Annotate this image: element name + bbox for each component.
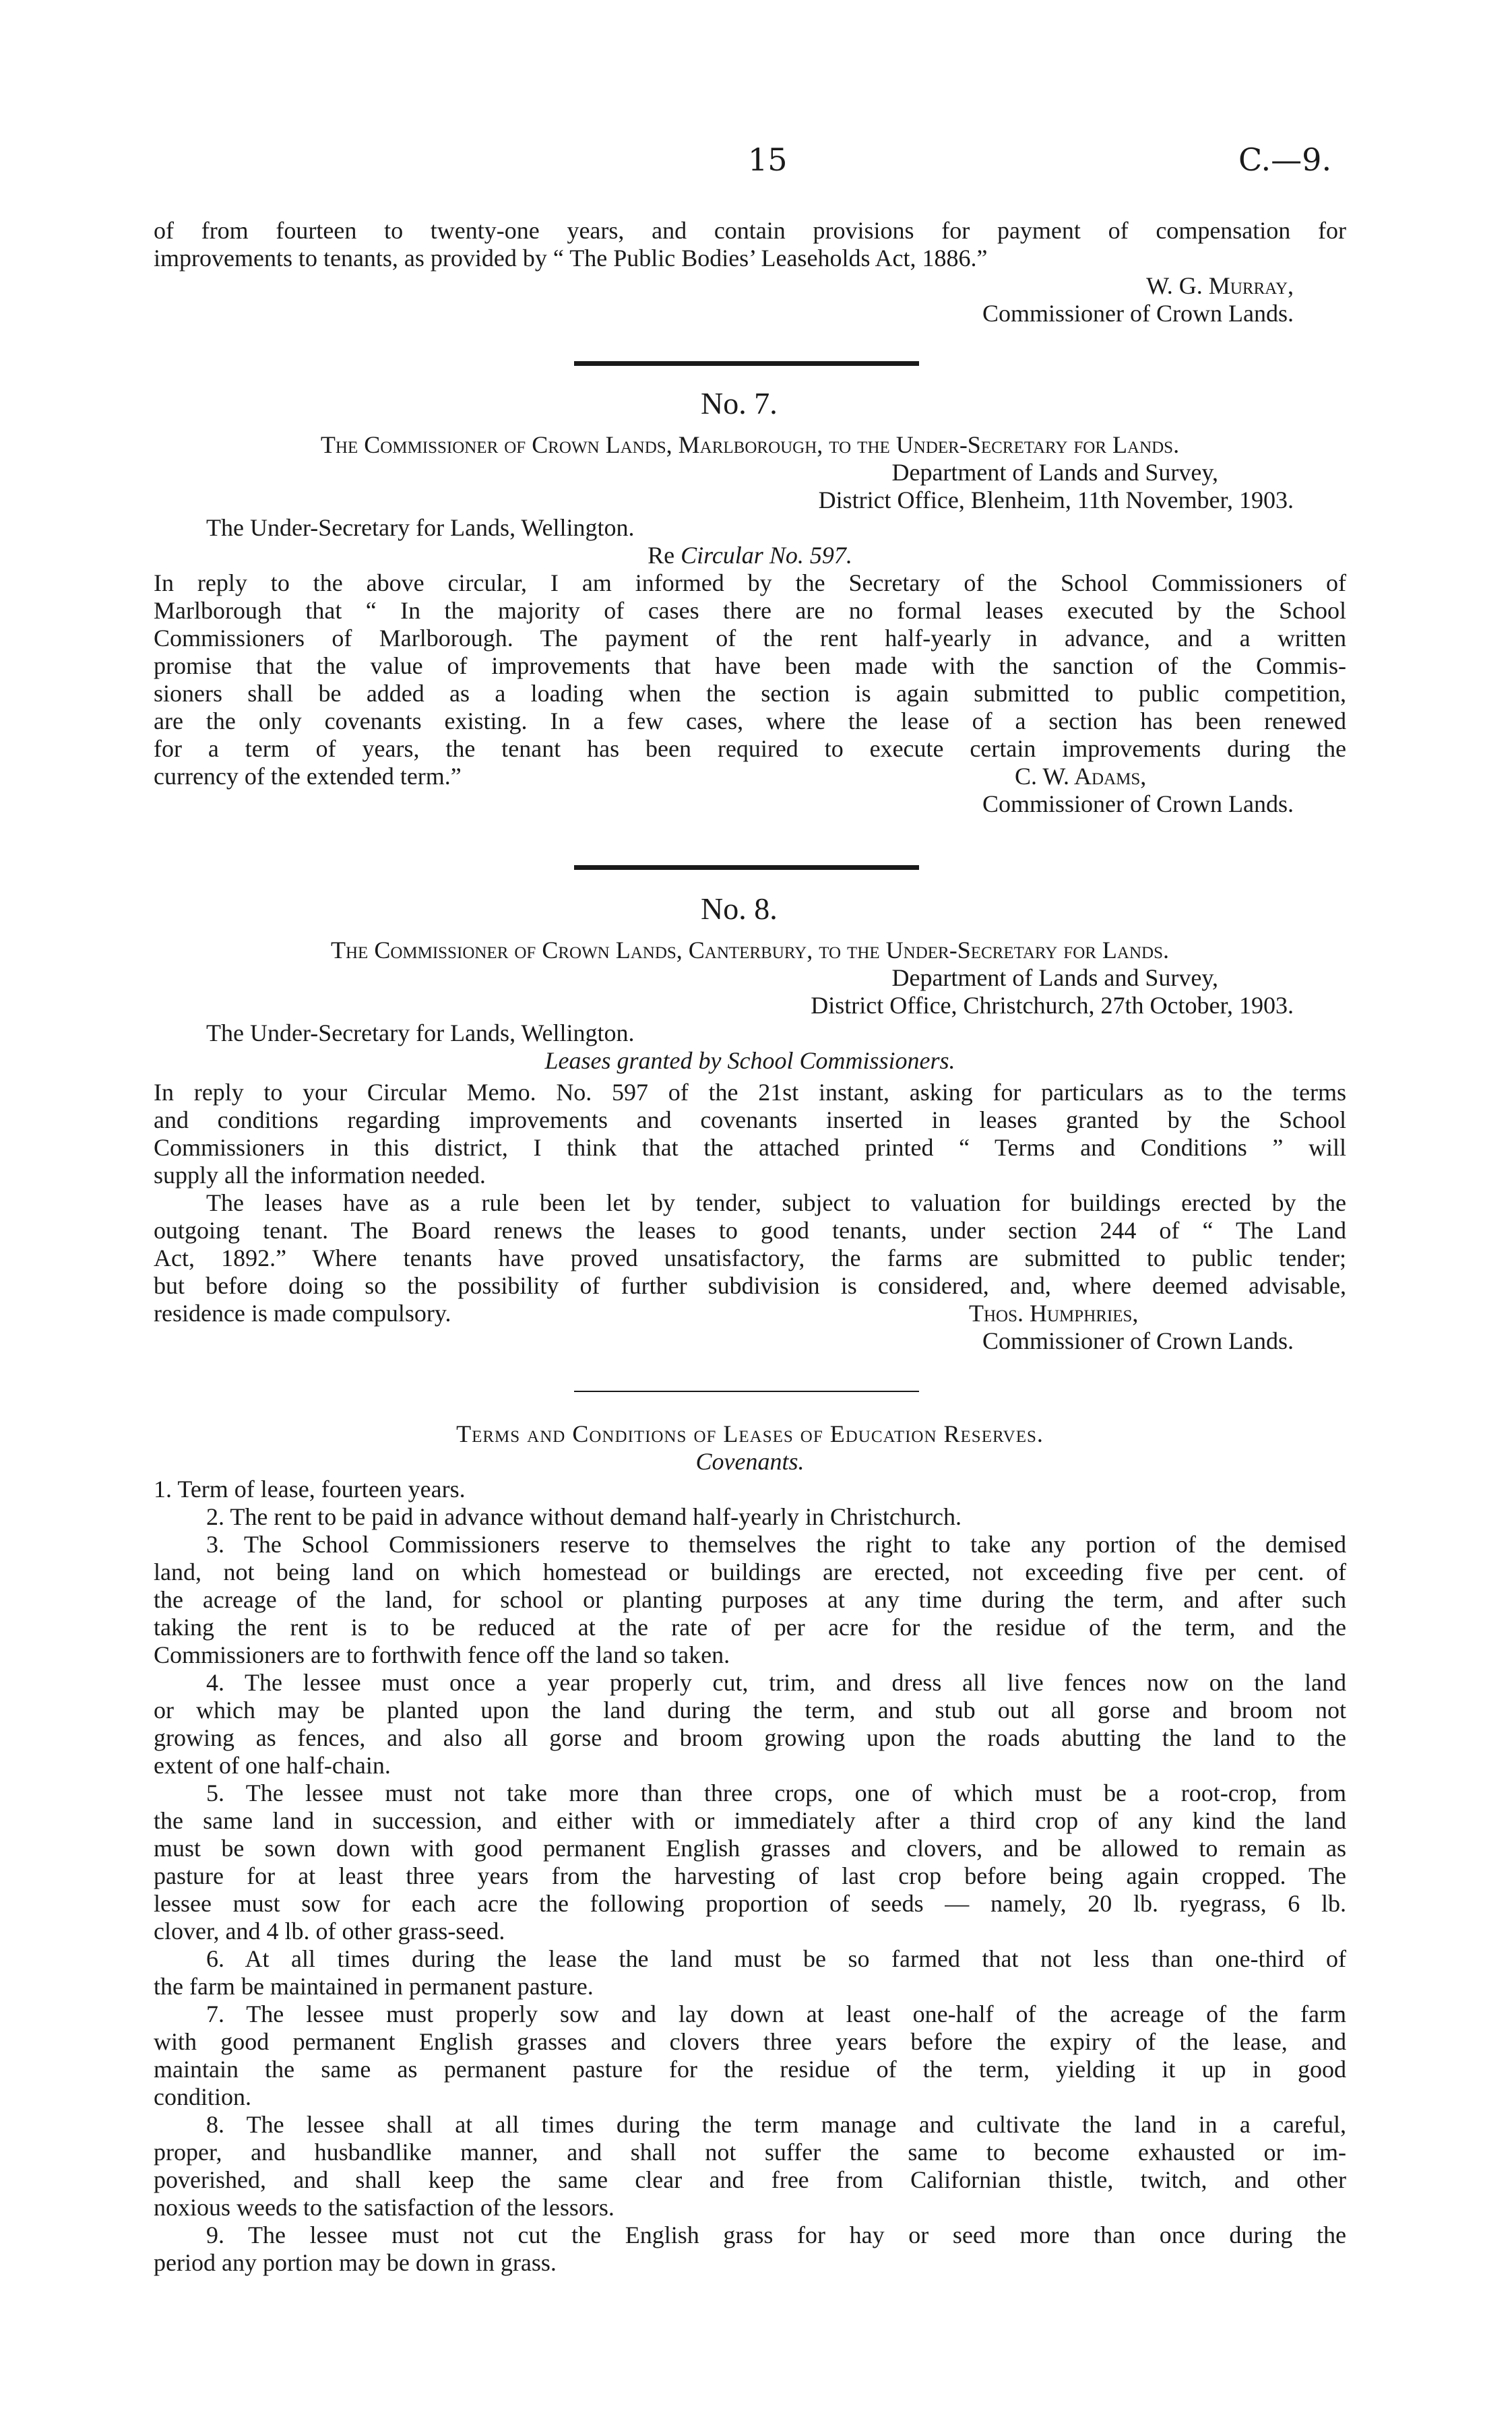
covenant-line: the acreage of the land, for school or planting purposes at any time during the term, and after such xyxy=(154,1586,1346,1613)
covenant-line: land, not being land on which homestead or buildings are erected, not exceeding five per cent. of xyxy=(154,1558,1346,1585)
covenant-line: clover, and 4 lb. of other grass-seed. xyxy=(154,1918,505,1945)
covenant-line: 3. The School Commissioners reserve to themselves the right to take any portion of the demised xyxy=(206,1531,1346,1558)
letter-department: Department of Lands and Survey, xyxy=(891,964,1218,991)
covenant-item xyxy=(154,1669,1346,1779)
letter-recipient: The Under-Secretary for Lands, Wellington. xyxy=(206,1019,635,1046)
covenant-line: noxious weeds to the satisfaction of the lessors. xyxy=(154,2194,615,2221)
terms-subheading: Covenants. xyxy=(695,1448,805,1475)
covenant-line: 7. The lessee must properly sow and lay down at least one-half of the acreage of the farm xyxy=(206,2000,1346,2027)
section-divider xyxy=(574,361,919,366)
covenant-line: poverished, and shall keep the same clear and free from Californian thistle, twitch, and other xyxy=(154,2166,1346,2193)
covenant-item xyxy=(154,1945,1346,2000)
section-divider xyxy=(574,865,919,870)
body-line: supply all the information needed. xyxy=(154,1162,486,1189)
signatory-title: Commissioner of Crown Lands. xyxy=(982,300,1294,327)
terms-section xyxy=(154,1420,1346,2277)
signatory: C. W. Adams, xyxy=(1015,763,1147,790)
body-last-line: residence is made compulsory. Thos. Humphries, xyxy=(154,1300,1139,1327)
letter-recipient: The Under-Secretary for Lands, Wellington. xyxy=(206,514,635,541)
covenant-line: growing as fences, and also all gorse and broom growing upon the roads abutting the land to the xyxy=(154,1724,1346,1751)
body-line: are the only covenants existing. In a few cases, where the lease of a section has been renewed xyxy=(154,707,1346,734)
terms-heading: Terms and Conditions of Leases of Education Reserves. xyxy=(456,1420,1044,1447)
letter-heading-no7: No. 7. xyxy=(701,386,778,420)
letter-no8 xyxy=(154,937,1346,1355)
covenant-line: proper, and husbandlike manner, and shall not suffer the same to become exhausted or im- xyxy=(154,2139,1346,2166)
letter-office-date: District Office, Christchurch, 27th October, 1903. xyxy=(811,992,1294,1019)
signatory: W. G. Murray, xyxy=(1146,272,1294,299)
letter-no7 xyxy=(154,431,1346,818)
covenant-line: must be sown down with good permanent English grasses and clovers, and be allowed to remain as xyxy=(154,1835,1346,1862)
body-line: Commissioners of Marlborough. The payment of the rent half-yearly in advance, and a written xyxy=(154,625,1346,652)
body-line: The leases have as a rule been let by tender, subject to valuation for buildings erected by the xyxy=(206,1189,1346,1216)
covenant-line: extent of one half-chain. xyxy=(154,1752,391,1779)
covenant-line: 2. The rent to be paid in advance without demand half-yearly in Christchurch. xyxy=(206,1503,962,1530)
covenant-line: 6. At all times during the lease the land must be so farmed that not less than one-third of xyxy=(206,1945,1346,1972)
covenant-item xyxy=(154,2111,1346,2221)
body-line: and conditions regarding improvements and covenants inserted in leases granted by the School xyxy=(154,1106,1346,1133)
covenant-line: maintain the same as permanent pasture for the residue of the term, yielding it up in good xyxy=(154,2056,1346,2083)
body-line: In reply to your Circular Memo. No. 597 of the 21st instant, asking for particulars as to the terms xyxy=(154,1079,1346,1106)
letter-subject: Re Circular No. 597. xyxy=(648,542,852,569)
covenant-line: 5. The lessee must not take more than three crops, one of which must be a root-crop, from xyxy=(206,1779,1346,1806)
body-line: Commissioners in this district, I think that the attached printed “ Terms and Conditions ” will xyxy=(154,1134,1346,1161)
covenant-item xyxy=(154,1476,1346,1503)
signatory-title: Commissioner of Crown Lands. xyxy=(982,1327,1294,1354)
letter-department: Department of Lands and Survey, xyxy=(891,459,1218,486)
body-last-line: currency of the extended term.” C. W. Adams, xyxy=(154,763,1147,790)
covenant-line: with good permanent English grasses and clovers three years before the expiry of the lease, and xyxy=(154,2028,1346,2055)
covenant-line: lessee must sow for each acre the following proportion of seeds — namely, 20 lb. ryegrass, 6 lb. xyxy=(154,1890,1346,1917)
covenant-line: 4. The lessee must once a year properly cut, trim, and dress all live fences now on the land xyxy=(206,1669,1346,1696)
section-divider xyxy=(574,1391,919,1392)
body-line: but before doing so the possibility of further subdivision is considered, and, where deemed advisable, xyxy=(154,1272,1346,1299)
covenant-line: taking the rent is to be reduced at the rate of per acre for the residue of the term, and the xyxy=(154,1614,1346,1641)
body-line: outgoing tenant. The Board renews the leases to good tenants, under section 244 of “ The Land xyxy=(154,1217,1346,1244)
opening-line: of from fourteen to twenty-one years, and contain provisions for payment of compensation for xyxy=(154,217,1346,244)
body-line: promise that the value of improvements that have been made with the sanction of the Commis- xyxy=(154,652,1346,679)
covenant-line: pasture for at least three years from the harvesting of last crop before being again cropped. The xyxy=(154,1862,1346,1889)
covenant-line: 9. The lessee must not cut the English grass for hay or seed more than once during the xyxy=(206,2221,1346,2248)
letter-office-date: District Office, Blenheim, 11th November, 1903. xyxy=(818,486,1294,513)
opening-section xyxy=(154,217,1346,327)
body-line: In reply to the above circular, I am informed by the Secretary of the School Commissioners of xyxy=(154,569,1346,596)
body-line: sioners shall be added as a loading when the section is again submitted to public competition, xyxy=(154,680,1346,707)
covenant-item xyxy=(154,1503,1346,1531)
letter-heading-no8: No. 8. xyxy=(701,891,778,926)
covenant-line: 8. The lessee shall at all times during the term manage and cultivate the land in a careful, xyxy=(206,2111,1346,2138)
covenant-line: period any portion may be down in grass. xyxy=(154,2249,557,2276)
signatory: Thos. Humphries, xyxy=(969,1300,1139,1327)
body-line: for a term of years, the tenant has been required to execute certain improvements during the xyxy=(154,735,1346,762)
covenant-line: the same land in succession, and either with or immediately after a third crop of any kind the land xyxy=(154,1807,1346,1834)
body-line: Act, 1892.” Where tenants have proved unsatisfactory, the farms are submitted to public tender; xyxy=(154,1244,1346,1271)
opening-line: improvements to tenants, as provided by “ The Public Bodies’ Leaseholds Act, 1886.” xyxy=(154,245,988,272)
covenant-line: the farm be maintained in permanent pasture. xyxy=(154,1973,594,2000)
covenant-line: 1. Term of lease, fourteen years. xyxy=(154,1476,466,1503)
covenant-line: or which may be planted upon the land during the term, and stub out all gorse and broom not xyxy=(154,1697,1346,1724)
covenant-line: condition. xyxy=(154,2083,251,2110)
letter-addressee: The Commissioner of Crown Lands, Marlborough, to the Under-Secretary for Lands. xyxy=(320,431,1180,458)
covenants-list xyxy=(154,1476,1346,2277)
covenant-line: Commissioners are to forthwith fence off the land so taken. xyxy=(154,1641,730,1668)
covenant-item xyxy=(154,2000,1346,2111)
body-line: Marlborough that “ In the majority of cases there are no formal leases executed by the School xyxy=(154,597,1346,624)
document-reference: C.—9. xyxy=(1238,141,1332,178)
covenant-item xyxy=(154,1531,1346,1669)
signatory-title: Commissioner of Crown Lands. xyxy=(982,790,1294,817)
covenant-item xyxy=(154,2221,1346,2277)
covenant-item xyxy=(154,1779,1346,1945)
letter-subject: Leases granted by School Commissioners. xyxy=(544,1047,955,1074)
page-number: 15 xyxy=(748,141,788,178)
letter-addressee: The Commissioner of Crown Lands, Canterbury, to the Under-Secretary for Lands. xyxy=(331,937,1169,964)
